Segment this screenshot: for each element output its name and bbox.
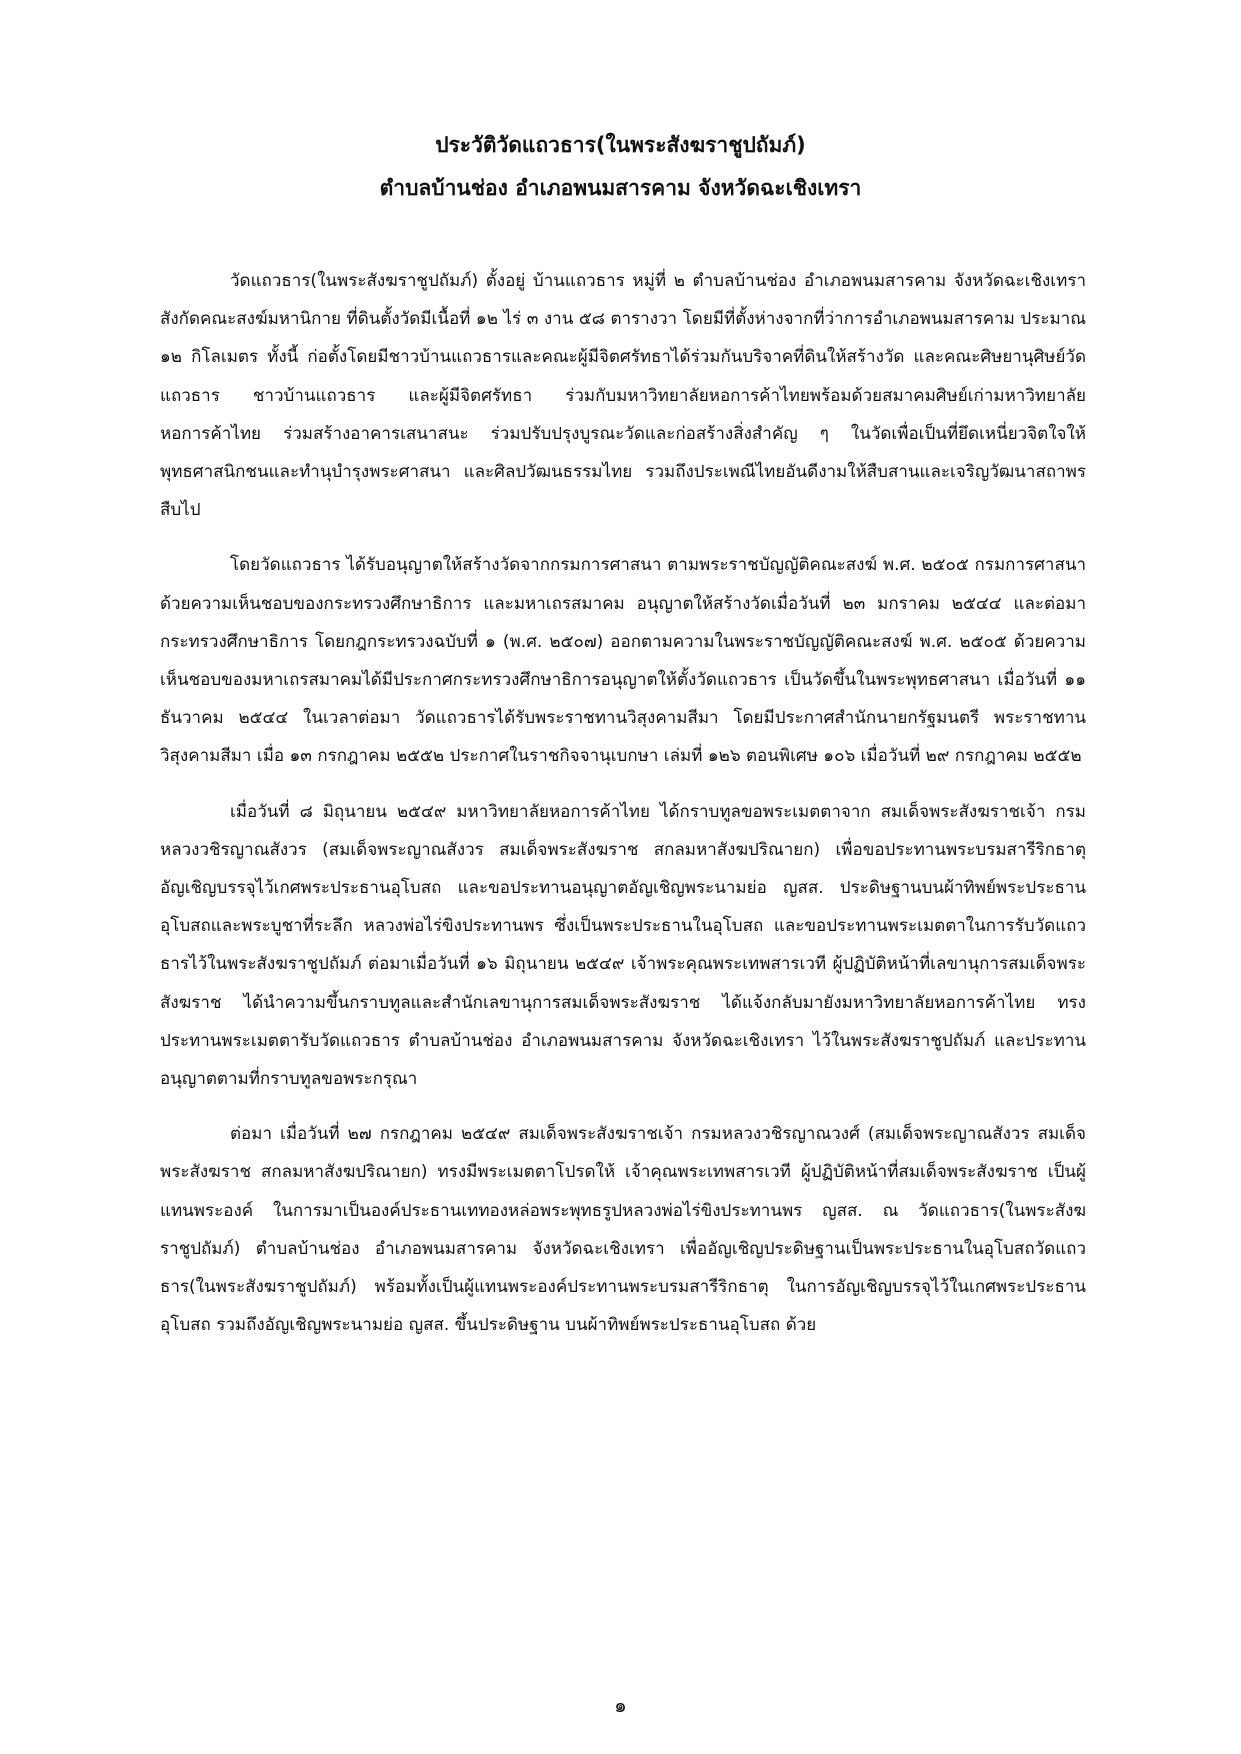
page-number: ๑ (614, 1693, 627, 1717)
document-body (160, 262, 1086, 1361)
paragraph-casting-ceremony: ต่อมา เมื่อวันที่ ๒๗ กรกฎาคม ๒๕๔๙ สมเด็จพระสังฆราชเจ้า กรมหลวงวชิรญาณวงศ์ (สมเด็จพระญาณสังวร สมเด็จพระสังฆราช สกลมหาสังฆปริณายก) ทรงมีพระเมตตาโปรดให้ เจ้าคุณพระเทพสารเวที ผู้ปฏิบัติหน้าที่สมเด็จพระสังฆราช เป็นผู้แทนพระองค์ ในการมาเป็นองค์ประธานเททองหล่อพระพุทธรูปหลวงพ่อไร่ขิงประทานพร ญสส. ณ วัดแถวธาร(ในพระสังฆราชูปถัมภ์) ตำบลบ้านช่อง อำเภอพนมสารคาม จังหวัดฉะเชิงเทรา เพื่ออัญเชิญประดิษฐานเป็นพระประธานในอุโบสถวัดแถวธาร(ในพระสังฆราชูปถัมภ์) พร้อมทั้งเป็นผู้แทนพระองค์ประทานพระบรมสารีริกธาตุ ในการอัญเชิญบรรจุไว้ในเกศพระประธานอุโบสถ รวมถึงอัญเชิญพระนามย่อ ญสส. ขึ้นประดิษฐาน บนผ้าทิพย์พระประธานอุโบสถ ด้วย (160, 1124, 1086, 1336)
paragraph-permission: โดยวัดแถวธาร ได้รับอนุญาตให้สร้างวัดจากกรมการศาสนา ตามพระราชบัญญัติคณะสงฆ์ พ.ศ. ๒๕๐๕ กรมการศาสนาด้วยความเห็นชอบของกระทรวงศึกษาธิการ และมหาเถรสมาคม อนุญาตให้สร้างวัดเมื่อวันที่ ๒๓ มกราคม ๒๕๔๔ และต่อมา กระทรวงศึกษาธิการ โดยกฎกระทรวงฉบับที่ ๑ (พ.ศ. ๒๕๐๗) ออกตามความในพระราชบัญญัติคณะสงฆ์ พ.ศ. ๒๕๐๕ ด้วยความเห็นชอบของมหาเถรสมาคมได้มีประกาศกระทรวงศึกษาธิการอนุญาตให้ตั้งวัดแถวธาร เป็นวัดขึ้นในพระพุทธศาสนา เมื่อวันที่ ๑๑ ธันวาคม ๒๕๔๔ ในเวลาต่อมา วัดแถวธารได้รับพระราชทานวิสุงคามสีมา โดยมีประกาศสำนักนายกรัฐมนตรี พระราชทานวิสุงคามสีมา เมื่อ ๑๓ กรกฎาคม ๒๕๕๒ ประกาศในราชกิจจานุเบกษา เล่มที่ ๑๒๖ ตอนพิเศษ ๑๐๖ เมื่อวันที่ ๒๙ กรกฎาคม ๒๕๕๒ (160, 555, 1086, 767)
document-subtitle: ตำบลบ้านช่อง อำเภอพนมสารคาม จังหวัดฉะเชิงเทรา (379, 176, 862, 200)
paragraph-patronage: เมื่อวันที่ ๘ มิถุนายน ๒๕๔๙ มหาวิทยาลัยหอการค้าไทย ได้กราบทูลขอพระเมตตาจาก สมเด็จพระสังฆราชเจ้า กรมหลวงวชิรญาณสังวร (สมเด็จพระญาณสังวร สมเด็จพระสังฆราช สกลมหาสังฆปริณายก) เพื่อขอประทานพระบรมสารีริกธาตุ อัญเชิญบรรจุไว้เกศพระประธานอุโบสถ และขอประทานอนุญาตอัญเชิญพระนามย่อ ญสส. ประดิษฐานบนผ้าทิพย์พระประธานอุโบสถและพระบูชาที่ระลึก หลวงพ่อไร่ขิงประทานพร ซึ่งเป็นพระประธานในอุโบสถ และขอประทานพระเมตตาในการรับวัดแถวธารไว้ในพระสังฆราชูปถัมภ์ ต่อมาเมื่อวันที่ ๑๖ มิถุนายน ๒๕๔๙ เจ้าพระคุณพระเทพสารเวที ผู้ปฏิบัติหน้าที่เลขานุการสมเด็จพระสังฆราช ได้นำความขึ้นกราบทูลและสำนักเลขานุการสมเด็จพระสังฆราช ได้แจ้งกลับมายังมหาวิทยาลัยหอการค้าไทย ทรงประทานพระเมตตารับวัดแถวธาร ตำบลบ้านช่อง อำเภอพนมสารคาม จังหวัดฉะเชิงเทรา ไว้ในพระสังฆราชูปถัมภ์ และประทานอนุญาตตามที่กราบทูลขอพระกรุณา (160, 801, 1086, 1090)
paragraph-history-intro: วัดแถวธาร(ในพระสังฆราชูปถัมภ์) ตั้งอยู่ บ้านแถวธาร หมู่ที่ ๒ ตำบลบ้านช่อง อำเภอพนมสารคาม จังหวัดฉะเชิงเทรา สังกัดคณะสงฆ์มหานิกาย ที่ดินตั้งวัดมีเนื้อที่ ๑๒ ไร่ ๓ งาน ๕๘ ตารางวา โดยมีที่ตั้งห่างจากที่ว่าการอำเภอพนมสารคาม ประมาณ ๑๒ กิโลเมตร ทั้งนี้ ก่อตั้งโดยมีชาวบ้านแถวธารและคณะผู้มีจิตศรัทธาได้ร่วมกันบริจาคที่ดินให้สร้างวัด และคณะศิษยานุศิษย์วัดแถวธาร ชาวบ้านแถวธาร และผู้มีจิตศรัทธา ร่วมกับมหาวิทยาลัยหอการค้าไทยพร้อมด้วยสมาคมศิษย์เก่ามหาวิทยาลัยหอการค้าไทย ร่วมสร้างอาคารเสนาสนะ ร่วมปรับปรุงบูรณะวัดและก่อสร้างสิ่งสำคัญ ๆ ในวัดเพื่อเป็นที่ยึดเหนี่ยวจิตใจให้พุทธศาสนิกชนและทำนุบำรุงพระศาสนา และศิลปวัฒนธรรมไทย รวมถึงประเพณีไทยอันดีงามให้สืบสานและเจริญวัฒนาสถาพรสืบไป (160, 271, 1086, 521)
document-title: ประวัติวัดแถวธาร(ในพระสังฆราชูปถัมภ์) (435, 133, 806, 157)
title-block (0, 124, 1241, 210)
